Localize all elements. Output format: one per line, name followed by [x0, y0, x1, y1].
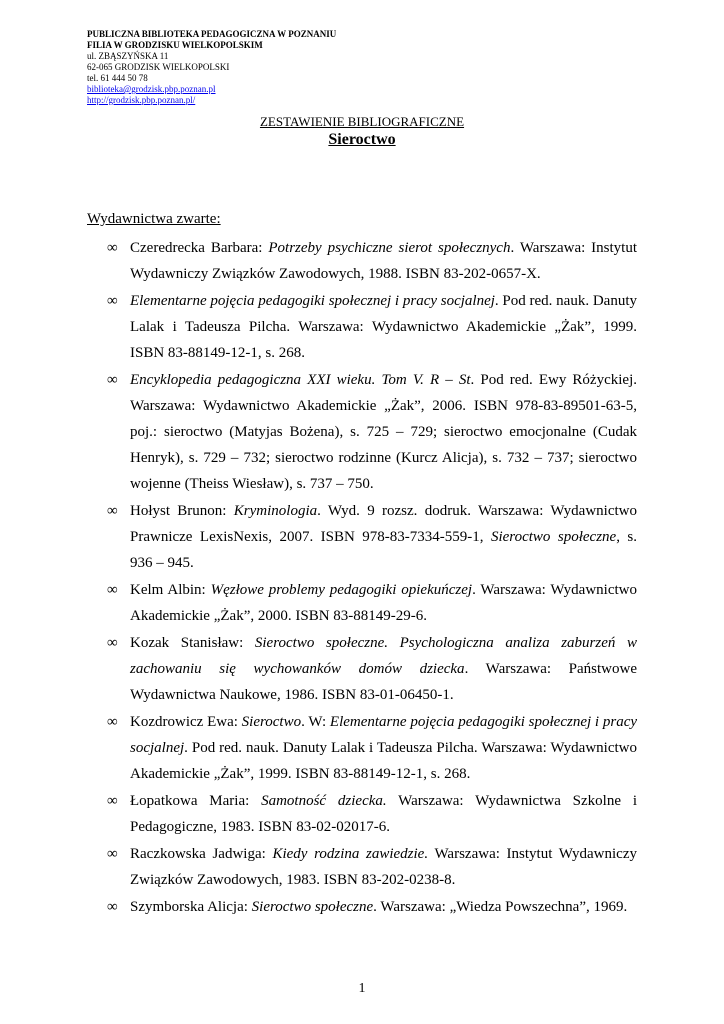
header-email-link[interactable]: biblioteka@grodzisk.pbp.poznan.pl	[87, 84, 216, 94]
entry-text: . Wyd. 9 rozsz. dodruk. Warszawa: Wydawnictwo Prawnicze LexisNexis, 2007. ISBN 978-83-7334-559-1,	[130, 503, 637, 545]
bibliography-entry	[87, 288, 637, 366]
entry-title-text: Sieroctwo społeczne	[251, 899, 374, 915]
entry-text: Raczkowska Jadwiga:	[130, 846, 273, 862]
bullet-glyph: ∞	[107, 582, 118, 598]
entry-text: . Pod red. Ewy Różyckiej. Warszawa: Wydawnictwo Akademickie „Żak”, 2006. ISBN 978-83-89501-63-5, poj.: sieroctwo (Matyjas Bożena), s. 725 – 729; sieroctwo emocjonalne (Cudak Henryk), s. 729 – 732; sieroctwo rodzinne (Kurcz Alicja), s. 732 – 737; sieroctwo wojenne (Theiss Wiesław), s. 737 – 750.	[130, 372, 637, 492]
document-subtitle: Sieroctwo	[328, 131, 396, 148]
entry-text: . W:	[301, 714, 330, 730]
bibliography-entry	[87, 577, 637, 629]
bibliography-entry	[87, 235, 637, 287]
bibliography-entry	[87, 630, 637, 708]
entry-text: . Warszawa: Instytut Wydawniczy Związków Zawodowych, 1988. ISBN 83-202-0657-X.	[130, 240, 638, 282]
entry-text: . Warszawa: „Wiedza Powszechna”, 1969.	[373, 899, 628, 915]
entry-title-text: Sieroctwo społeczne. Psychologiczna analiza zaburzeń w zachowaniu się wychowanków domów dziecka	[130, 635, 637, 677]
entry-text: Warszawa: Instytut Wydawniczy Związków Zawodowych, 1983. ISBN 83-202-0238-8.	[130, 846, 637, 888]
bibliography-list	[87, 235, 637, 921]
entry-title-text: Kiedy rodzina zawiedzie.	[272, 846, 429, 862]
bibliography-entry	[87, 788, 637, 840]
entry-text: . Warszawa: Wydawnictwo Akademickie „Żak”, 2000. ISBN 83-88149-29-6.	[130, 582, 637, 624]
library-header	[87, 29, 336, 106]
entry-title-text: Potrzeby psychiczne sierot społecznych	[268, 240, 511, 256]
entry-title-text: Encyklopedia pedagogiczna XXI wieku. Tom V. R – St	[130, 372, 471, 388]
bullet-glyph: ∞	[107, 635, 118, 651]
entry-title-text: Sieroctwo	[241, 714, 302, 730]
header-website-link[interactable]: http://grodzisk.pbp.poznan.pl/	[87, 95, 196, 105]
bullet-glyph: ∞	[107, 793, 118, 809]
bullet-glyph: ∞	[107, 503, 118, 519]
entry-title-text: Sieroctwo społeczne	[490, 529, 617, 545]
entry-text: . Pod red. nauk. Danuty Lalak i Tadeusza Pilcha. Warszawa: Wydawnictwo Akademickie „Żak”, 1999. ISBN 83-88149-12-1, s. 268.	[130, 293, 637, 361]
entry-text: Łopatkowa Maria:	[130, 793, 262, 809]
section-heading: Wydawnictwa zwarte:	[87, 211, 221, 227]
header-branch-name: FILIA W GRODZISKU WIELKOPOLSKIM	[87, 40, 263, 50]
entry-text: , s. 936 – 945.	[130, 529, 637, 571]
header-street: ul. ZBĄSZYŃSKA 11	[87, 51, 169, 61]
entry-text: Szymborska Alicja:	[130, 899, 252, 915]
header-phone: tel. 61 444 50 78	[87, 73, 148, 83]
bibliography-entry	[87, 367, 637, 497]
header-city: 62-065 GRODZISK WIELKOPOLSKI	[87, 62, 230, 72]
bullet-glyph: ∞	[107, 714, 118, 730]
entry-text: . Warszawa: Państwowe Wydawnictwa Naukowe, 1986. ISBN 83-01-06450-1.	[130, 661, 637, 703]
document-title: ZESTAWIENIE BIBLIOGRAFICZNE	[259, 114, 465, 129]
entry-text: Kozdrowicz Ewa:	[130, 714, 242, 730]
entry-text: Hołyst Brunon:	[130, 503, 234, 519]
entry-title-text: Elementarne pojęcia pedagogiki społecznej i pracy socjalnej	[130, 714, 638, 756]
bibliography-entry	[87, 841, 637, 893]
entry-title-text: Elementarne pojęcia pedagogiki społecznej i pracy socjalnej	[130, 293, 495, 309]
entry-text: Warszawa: Wydawnictwa Szkolne i Pedagogiczne, 1983. ISBN 83-02-02017-6.	[130, 793, 637, 835]
entry-title-text: Kryminologia	[233, 503, 318, 519]
bullet-glyph: ∞	[107, 240, 118, 256]
bibliography-entry	[87, 709, 637, 787]
bullet-glyph: ∞	[107, 899, 118, 915]
header-library-name: PUBLICZNA BIBLIOTEKA PEDAGOGICZNA W POZNANIU	[87, 29, 337, 39]
page-number: 1	[358, 981, 366, 996]
bibliography-entry	[87, 498, 637, 576]
entry-title-text: Węzłowe problemy pedagogiki opiekuńczej	[210, 582, 473, 598]
bullet-glyph: ∞	[107, 293, 118, 309]
bibliography-entry	[87, 894, 637, 920]
entry-title-text: Samotność dziecka.	[261, 793, 387, 809]
bullet-glyph: ∞	[107, 372, 118, 388]
bullet-glyph: ∞	[107, 846, 118, 862]
entry-text: Kelm Albin:	[130, 582, 211, 598]
entry-text: . Pod red. nauk. Danuty Lalak i Tadeusza Pilcha. Warszawa: Wydawnictwo Akademickie „Żak”, 1999. ISBN 83-88149-12-1, s. 268.	[130, 740, 637, 782]
entry-text: Czeredrecka Barbara:	[130, 240, 269, 256]
entry-text: Kozak Stanisław:	[130, 635, 255, 651]
